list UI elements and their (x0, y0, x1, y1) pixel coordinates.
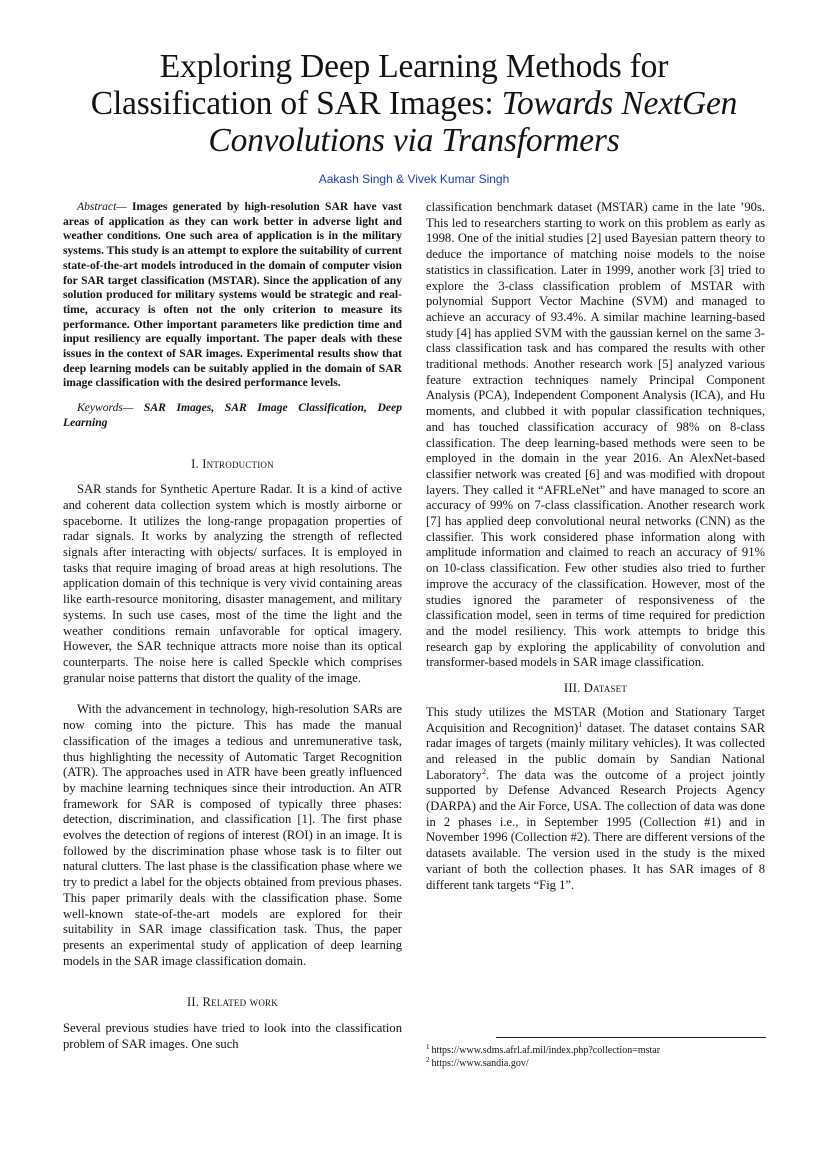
footnote-2-link[interactable]: https://www.sandia.gov/ (431, 1057, 529, 1069)
footnote-2-mark: 2 (426, 1055, 430, 1064)
title-line-3: Convolutions via Transformers (208, 122, 620, 159)
left-column (63, 200, 402, 1052)
footnote-divider (496, 1037, 766, 1038)
title-line-2-italic: Towards NextGen (501, 85, 738, 122)
footnote-ref-1: 1 (578, 719, 583, 729)
footnote-1-link[interactable]: https://www.sdms.afrl.af.mil/index.php?collection=mstar (431, 1045, 661, 1056)
keywords (63, 401, 402, 430)
related-paragraph-left: Several previous studies have tried to look into the classification problem of SAR images. One such (63, 1021, 402, 1051)
dataset-text-b: dataset. The dataset contains SAR radar images of targets (mainly military vehicles). It was collected and released in the public domain by Sandian National Laboratory (426, 720, 765, 782)
footnote-ref-2: 2 (481, 766, 486, 776)
right-column (426, 200, 765, 893)
footnotes (426, 1037, 765, 1070)
title-line-2-plain: Classification of SAR Images: (90, 85, 502, 122)
title-line-1: Exploring Deep Learning Methods for (159, 48, 669, 85)
keywords-lead: Keywords— (77, 401, 134, 415)
abstract (63, 200, 402, 391)
related-paragraph-right: classification benchmark dataset (MSTAR) came in the late ’90s. This led to researchers starting to work on this problem as early as 1998. One of the initial studies [2] used Bayesian pattern theory to deduce the importance of matching noise models to the noise statistics in classification. Later in 1999, another work [3] tried to explore the 3-class classification problem of MSTAR with polynomial Support Vector Machine (SVM) and managed to achieve an accuracy of 93.4%. A similar machine learning-based study [4] has applied SVM with the gaussian kernel on the same 3-class classification task and has compared the results with other traditional methods. Another research work [5] analyzed various feature extraction techniques namely Principal Component Analysis (PCA), Independent Component Analysis (ICA), and Hu moments, and clubbed it with popular classification techniques, and has touched classification accuracy of 98% on 8-class classification. The deep learning-based methods were seen to be employed in the domain in the year 2016. An AlexNet-based classifier network was created [6] and was modified with dropout layers. They called it “AFRLeNet” and have managed to score an accuracy of 99% on 7-class classification. Another research work [7] has applied deep convolutional neural networks (CNN) as the classifier. This work considered phase information along with amplitude information and claimed to reach an accuracy of 91% on 10-class classification. Few other studies also tried to further improve the accuracy of the classification. However, most of the studies ignored the parameter of responsiveness of the classification model, seen in terms of time required for prediction and the model resiliency. This work attempts to bridge this research gap by exploring the applicability of convolution and transformer-based models in SAR image classification. (426, 200, 765, 670)
intro-paragraph-1: SAR stands for Synthetic Aperture Radar. It is a kind of active and coherent data collection system which is mostly airborne or spaceborne. It utilizes the long-range propagation properties of radar signals. It works by analyzing the strength of reflected signals after interacting with objects/ surfaces. It is employed in tasks that require imaging of broad areas at high resolutions. The application domain of this technique is very vivid containing areas like earth-resource monitoring, disaster management, and military systems. In such use cases, most of the time the light and the weather conditions remain unfavorable for optical imagery. However, the SAR technique attracts more noise than its optical counterparts. The noise here is called Speckle which comprises granular noise patterns that distort the quality of the image. (63, 482, 402, 685)
section-heading-introduction: I. Introduction (191, 456, 274, 471)
dataset-paragraph (426, 705, 765, 893)
author-line: Aakash Singh & Vivek Kumar Singh (318, 172, 510, 186)
abstract-lead: Abstract— (77, 200, 127, 213)
paper-title (40, 48, 788, 159)
footnote-2 (426, 1055, 765, 1071)
keywords-text: SAR Images, SAR Image Classification, Deep Learning (63, 401, 402, 429)
section-heading-related-work: II. Related work (187, 995, 278, 1010)
abstract-text: Images generated by high-resolution SAR have vast areas of application as they can work better in adverse light and weather conditions. One such area of application is in the military systems. This study is an attempt to explore the suitability of current state-of-the-art models introduced in the domain of computer vision for SAR target classification (MSTAR). Since the application of any solution produced for military systems would be strategic and real-time, accuracy is often not the only criterion to measure its performance. Other important parameters like prediction time and input resiliency are equally important. The paper deals with these issues in the context of SAR images. Experimental results show that deep learning models can be suitably applied in the domain of SAR image classification with the desired performance levels. (63, 200, 402, 390)
section-heading-dataset: III. Dataset (563, 681, 628, 696)
footnote-1 (426, 1045, 765, 1058)
dataset-text-a: This study utilizes the MSTAR (Motion and Stationary Target Acquisition and Recognition) (426, 704, 765, 735)
title-line-2 (40, 85, 788, 122)
footnote-1-mark: 1 (426, 1043, 430, 1051)
intro-paragraph-2: With the advancement in technology, high-resolution SARs are now coming into the picture. This has made the manual classification of the images a tedious and unremunerative task, thus highlighting the necessity of Automatic Target Recognition (ATR). The approaches used in ATR have been greatly influenced by machine learning techniques since their introduction. An ATR framework for SAR is composed of typically three phases: detection, discrimination, and classification [1]. The first phase evolves the detection of regions of interest (ROI) in an image. It is followed by the discrimination phase whose task is to filter out natural clutters. The last phase is the classification phase where we try to predict a label for the objects obtained from previous phases. This paper primarily deals with the classification phase. Some well-known state-of-the-art models are explored for their suitability in SAR image classification task. Thus, the paper presents an experimental study of application of deep learning models in the SAR image classification domain. (63, 702, 402, 968)
dataset-text-c: . The data was the outcome of a project jointly supported by Defense Advanced Research Projects Agency (DARPA) and the Air Force, USA. The collection of data was done in 2 phases i.e., in September 1995 (Collection #1) and in November 1996 (Collection #2). There are different versions of the datasets available. The version used in the study is the mixed variant of both the collection phases. It has SAR images of 8 different tank targets “Fig 1”. (426, 767, 765, 892)
